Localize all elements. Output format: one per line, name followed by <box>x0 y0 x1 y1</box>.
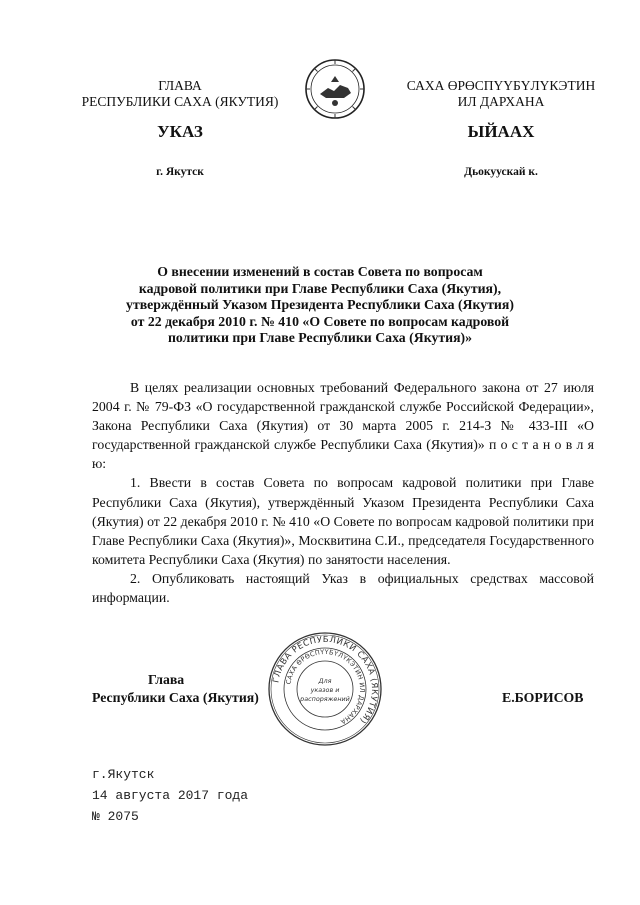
decree-title-ru: УКАЗ <box>157 122 203 141</box>
coat-of-arms-icon <box>304 58 366 120</box>
footer-date: 14 августа 2017 года <box>92 788 249 803</box>
header-left-line2: РЕСПУБЛИКИ САХА (ЯКУТИЯ) <box>81 94 279 109</box>
header-right-line1: САХА ӨРӨСПҮҮБҮЛҮКЭТИН <box>406 78 596 93</box>
seal-center-line2: указов и <box>310 686 340 694</box>
decree-subject <box>90 264 550 347</box>
body-preamble: В целях реализации основных требований Федерального закона от 27 июля 2004 г. № 79-ФЗ «О государственной гражданской службе Российской Федерации», Закона Республики Саха (Якутия) от 30 марта 2005 г. 214-З № 433-III «О государственной гражданской службе Республики Саха (Якутия)» п о с т а н о в л я ю: <box>92 380 594 472</box>
city-sah: Дьокуускай к. <box>464 166 538 178</box>
header-left-line1: ГЛАВА <box>158 78 202 93</box>
footer-city: г.Якутск <box>92 767 155 782</box>
header-right-line2: ИЛ ДАРХАНА <box>457 94 545 109</box>
subject-line: утверждённый Указом Президента Республики Саха (Якутия) <box>126 297 514 313</box>
decree-title-sah: ЫЙААХ <box>467 122 535 141</box>
official-seal-icon <box>266 630 384 748</box>
signature-title-line1: Глава <box>148 672 185 687</box>
subject-line: от 22 декабря 2010 г. № 410 «О Совете по вопросам кадровой <box>130 313 510 329</box>
decree-body <box>92 378 594 607</box>
body-item-1: 1. Ввести в состав Совета по вопросам кадровой политики при Главе Республики Саха (Якутия), утверждённый Указом Президента Республики Саха (Якутия) от 22 декабря 2010 г. № 410 «О Совете по вопросам кадровой политики при Главе Республики Саха (Якутия)», Москвитина С.И., председателя Государственного комитета Республики Саха (Якутия) по занятости населения. <box>92 475 594 567</box>
header-left <box>70 78 290 110</box>
signature-title-line2: Республики Саха (Якутия) <box>92 690 259 705</box>
seal-center-line3: распоряжений <box>300 695 350 703</box>
subject-line: политики при Главе Республики Саха (Якутия)» <box>167 330 473 346</box>
subject-line: О внесении изменений в состав Совета по вопросам <box>157 264 483 279</box>
seal-inner-text: САХА ӨРӨСПҮҮБҮЛҮКЭТИН ИЛ ДАРХАНА <box>284 647 367 726</box>
header-right <box>392 78 610 110</box>
seal-center-line1: Для <box>318 677 332 685</box>
subject-line: кадровой политики при Главе Республики Саха (Якутия), <box>138 280 502 296</box>
seal-outer-text: ГЛАВА РЕСПУБЛИКИ САХА (ЯКУТИЯ) <box>270 633 381 727</box>
city-ru: г. Якутск <box>156 166 204 178</box>
body-item-2: 2. Опубликовать настоящий Указ в официальных средствах массовой информации. <box>92 570 594 606</box>
signature-name: Е.БОРИСОВ <box>502 690 584 705</box>
footer-number: № 2075 <box>92 809 139 824</box>
